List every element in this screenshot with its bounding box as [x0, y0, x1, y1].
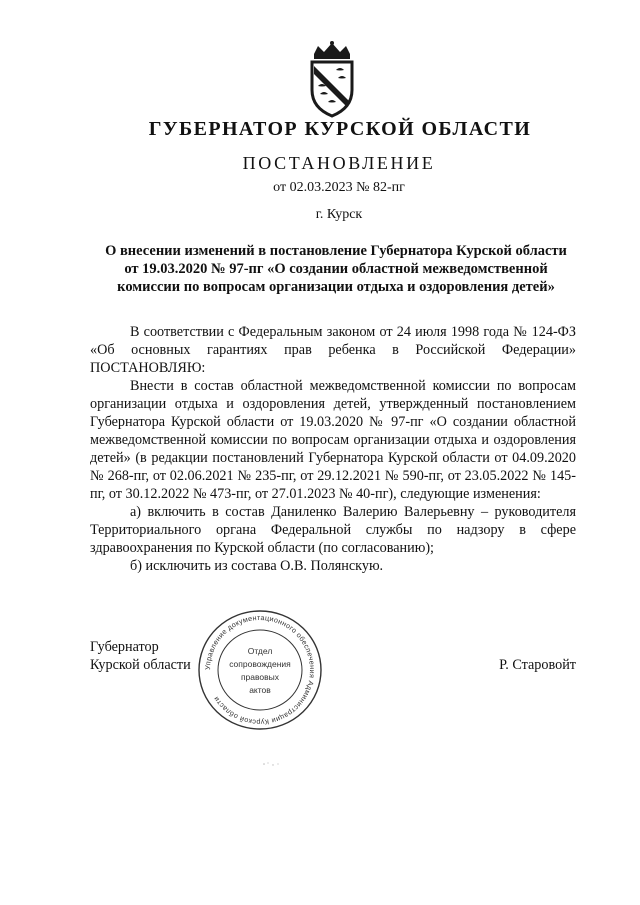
document-type: ПОСТАНОВЛЕНИЕ	[242, 153, 436, 173]
issuing-authority: ГУБЕРНАТОР КУРСКОЙ ОБЛАСТИ	[148, 118, 532, 140]
body-paragraph-item-a: а) включить в состав Даниленко Валерию Валерьевну – руководителя Территориального органа Федеральной службы по надзору в сфере здравоохранения по Курской области (по согласованию);	[90, 504, 576, 556]
body-paragraph-item-b: б) исключить из состава О.В. Полянскую.	[130, 558, 384, 574]
stamp-line: Отдел	[247, 646, 273, 656]
stamp-line: сопровождения	[229, 659, 291, 669]
title-line: от 19.03.2020 № 97-пг «О создании областной межведомственной	[124, 261, 548, 277]
stamp-ring-text: Управление документационного обеспечения Администрации Курской области	[202, 612, 318, 728]
signatory-name: Р. Старовойт	[499, 657, 576, 673]
signatory-position-line: Губернатор	[90, 639, 159, 655]
signatory-position	[90, 638, 191, 674]
body-paragraph-preamble: В соответствии с Федеральным законом от 24 июля 1998 года № 124-ФЗ «Об основных гарантиях прав ребенка в Российской Федерации» ПОСТАНОВЛЯЮ:	[90, 324, 576, 376]
stamp-line: правовых	[240, 672, 280, 682]
approval-stamp	[196, 608, 324, 732]
title-line: комиссии по вопросам организации отдыха и оздоровления детей»	[117, 279, 555, 295]
body-paragraph-decision: Внести в состав областной межведомственной комиссии по вопросам организации отдыха и оздоровления детей, утвержденный постановлением Губернатора Курской области от 19.03.2020 № 97-пг «О создании областной межведомственной комиссии по вопросам организации отдыха и оздоровления детей» (в редакции постановлений Губернатора Курской области от 04.09.2020 № 268-пг, от 02.06.2021 № 235-пг, от 29.12.2021 № 590-пг, от 23.05.2022 № 145-пг, от 30.12.2022 № 473-пг, от 27.01.2023 № 40-пг), следующие изменения:	[90, 378, 576, 502]
document-title	[86, 242, 586, 296]
document-date-number: от 02.03.2023 № 82-пг	[273, 180, 405, 195]
stamp-line: актов	[249, 685, 271, 695]
document-body	[90, 323, 576, 575]
signatory-position-line: Курской области	[90, 657, 191, 673]
scan-artifact	[262, 760, 282, 768]
document-city: г. Курск	[315, 207, 363, 222]
coat-of-arms-icon	[292, 40, 372, 120]
title-line: О внесении изменений в постановление Губернатора Курской области	[105, 243, 567, 259]
